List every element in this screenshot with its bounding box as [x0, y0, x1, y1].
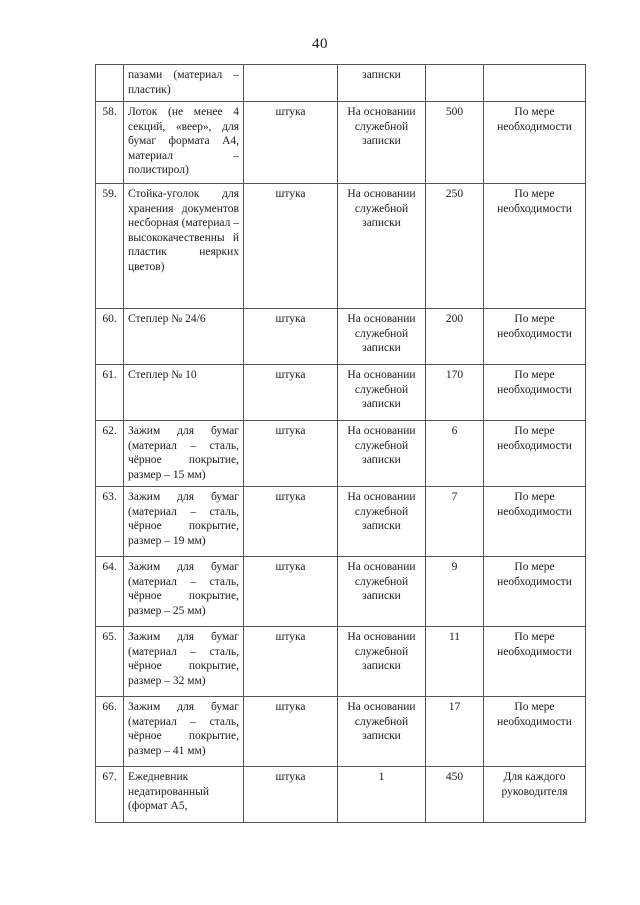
item-name: Зажим для бумаг (материал – сталь, чёрное покрытие, размер – 15 мм) [124, 421, 244, 487]
unit-of-measure: штука [244, 421, 338, 487]
supply-basis: На основании служебной записки [338, 487, 426, 557]
row-number [96, 65, 124, 102]
table-row [96, 309, 586, 365]
table-row [96, 557, 586, 627]
unit-of-measure: штука [244, 697, 338, 767]
row-number: 60. [96, 309, 124, 365]
row-number: 61. [96, 365, 124, 421]
supply-basis: На основании служебной записки [338, 421, 426, 487]
supply-term: Для каждого руководителя [484, 767, 586, 823]
supply-basis: записки [338, 65, 426, 102]
supply-term: По мере необходимости [484, 557, 586, 627]
unit-of-measure [244, 65, 338, 102]
page-number: 40 [312, 36, 328, 52]
supply-term: По мере необходимости [484, 421, 586, 487]
table-row [96, 421, 586, 487]
supply-term: По мере необходимости [484, 184, 586, 309]
quantity: 450 [426, 767, 484, 823]
supply-term: По мере необходимости [484, 627, 586, 697]
unit-of-measure: штука [244, 767, 338, 823]
row-number: 58. [96, 102, 124, 184]
item-name: Зажим для бумаг (материал – сталь, чёрное покрытие, размер – 41 мм) [124, 697, 244, 767]
unit-of-measure: штука [244, 557, 338, 627]
table-row [96, 767, 586, 823]
item-name: Степлер № 24/6 [124, 309, 244, 365]
quantity: 170 [426, 365, 484, 421]
table-row [96, 65, 586, 102]
quantity: 17 [426, 697, 484, 767]
supply-basis: 1 [338, 767, 426, 823]
row-number: 64. [96, 557, 124, 627]
item-name: Зажим для бумаг (материал – сталь, чёрное покрытие, размер – 32 мм) [124, 627, 244, 697]
supply-term: По мере необходимости [484, 487, 586, 557]
supply-term [484, 65, 586, 102]
item-name: Лоток (не менее 4 секций, «веер», для бумаг формата А4, материал – полистирол) [124, 102, 244, 184]
item-name: Зажим для бумаг (материал – сталь, чёрное покрытие, размер – 25 мм) [124, 557, 244, 627]
row-number: 62. [96, 421, 124, 487]
row-number: 63. [96, 487, 124, 557]
table-row [96, 184, 586, 309]
row-number: 65. [96, 627, 124, 697]
item-name: Стойка-уголок для хранения документов несборная (материал – высококачественны й пластик неярких цветов) [124, 184, 244, 309]
item-name: Ежедневник недатированный (формат А5, [124, 767, 244, 823]
unit-of-measure: штука [244, 102, 338, 184]
table-row [96, 487, 586, 557]
supply-basis: На основании служебной записки [338, 184, 426, 309]
supply-basis: На основании служебной записки [338, 697, 426, 767]
unit-of-measure: штука [244, 309, 338, 365]
quantity: 200 [426, 309, 484, 365]
quantity: 250 [426, 184, 484, 309]
row-number: 59. [96, 184, 124, 309]
quantity: 6 [426, 421, 484, 487]
quantity: 9 [426, 557, 484, 627]
item-name: пазами (материал – пластик) [124, 65, 244, 102]
supply-basis: На основании служебной записки [338, 557, 426, 627]
supply-term: По мере необходимости [484, 697, 586, 767]
supply-basis: На основании служебной записки [338, 627, 426, 697]
supply-term: По мере необходимости [484, 102, 586, 184]
unit-of-measure: штука [244, 487, 338, 557]
table-row [96, 697, 586, 767]
quantity: 7 [426, 487, 484, 557]
quantity [426, 65, 484, 102]
unit-of-measure: штука [244, 627, 338, 697]
supply-basis: На основании служебной записки [338, 102, 426, 184]
table-row [96, 102, 586, 184]
quantity: 500 [426, 102, 484, 184]
item-name: Зажим для бумаг (материал – сталь, чёрное покрытие, размер – 19 мм) [124, 487, 244, 557]
supply-table [95, 64, 586, 823]
item-name: Степлер № 10 [124, 365, 244, 421]
table-row [96, 627, 586, 697]
unit-of-measure: штука [244, 365, 338, 421]
supply-basis: На основании служебной записки [338, 365, 426, 421]
quantity: 11 [426, 627, 484, 697]
unit-of-measure: штука [244, 184, 338, 309]
row-number: 66. [96, 697, 124, 767]
supply-term: По мере необходимости [484, 309, 586, 365]
table-row [96, 365, 586, 421]
supply-term: По мере необходимости [484, 365, 586, 421]
supply-basis: На основании служебной записки [338, 309, 426, 365]
row-number: 67. [96, 767, 124, 823]
